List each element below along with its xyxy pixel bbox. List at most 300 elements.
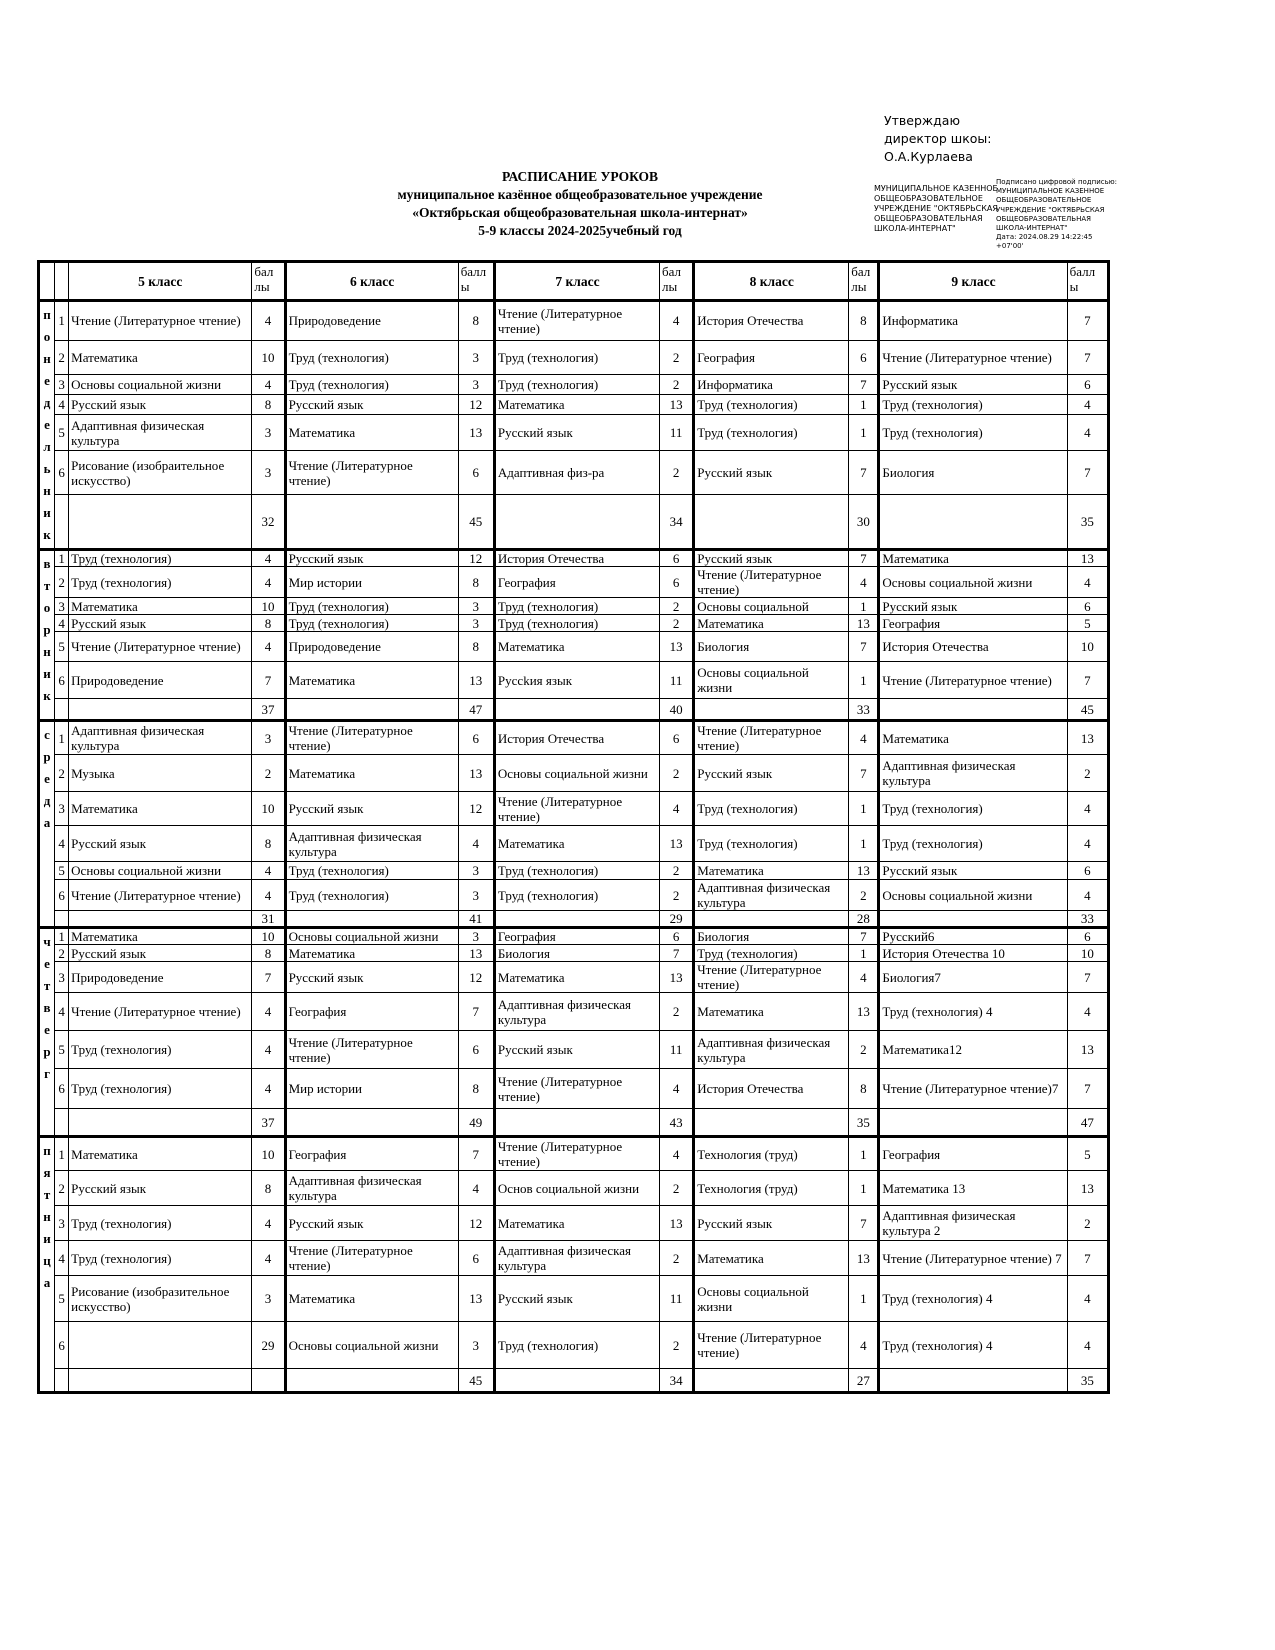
- table-row: [39, 632, 1109, 662]
- subject-cell: Основы социальной жизни: [879, 567, 1067, 598]
- subject-cell: Чтение (Литературное чтение): [494, 1137, 659, 1171]
- day-letter: в: [43, 556, 51, 571]
- subject-cell: [494, 1109, 659, 1137]
- points-cell: 1: [849, 1171, 879, 1206]
- subject-cell: Биология: [694, 632, 849, 662]
- points-cell: 32: [252, 494, 285, 549]
- points-cell: 7: [849, 374, 879, 394]
- subject-cell: Труд (технология) 4: [879, 993, 1067, 1031]
- lesson-number: [55, 1369, 69, 1393]
- lesson-number: 4: [55, 615, 69, 632]
- subject-cell: Труд (технология): [285, 862, 458, 880]
- day-letter: е: [44, 771, 50, 786]
- subject-cell: [69, 1369, 252, 1393]
- header-line-2: муниципальное казённое общеобразовательное учреждение: [397, 187, 763, 202]
- points-cell: 7: [1067, 1241, 1108, 1276]
- lesson-number: 2: [55, 567, 69, 598]
- subject-cell: Математика: [285, 1276, 458, 1322]
- subject-cell: Математика: [694, 993, 849, 1031]
- subject-cell: Чтение (Литературное чтение): [694, 962, 849, 993]
- subject-cell: [879, 1369, 1067, 1393]
- subject-cell: Мир истории: [285, 567, 458, 598]
- points-cell: 7: [252, 962, 285, 993]
- subject-cell: Основы социальной жизни: [494, 755, 659, 792]
- subject-cell: Математика: [494, 1206, 659, 1241]
- points-cell: 35: [849, 1109, 879, 1137]
- subject-cell: География: [879, 1137, 1067, 1171]
- subject-cell: Русский язык: [69, 826, 252, 862]
- subject-cell: Адаптивная физическая культура: [494, 993, 659, 1031]
- points-cell: 2: [849, 880, 879, 911]
- digital-signature: [874, 178, 1117, 251]
- points-cell: 12: [458, 394, 494, 414]
- subject-cell: Чтение (Литературное чтение): [494, 1069, 659, 1109]
- subject-cell: Русский язык: [69, 615, 252, 632]
- subject-cell: Труд (технология): [285, 374, 458, 394]
- subject-cell: Природоведение: [69, 662, 252, 699]
- subject-cell: Основы социальной жизни: [69, 862, 252, 880]
- lesson-number: 1: [55, 928, 69, 945]
- subject-cell: Чтение (Литературное чтение): [694, 567, 849, 598]
- subject-cell: Мир истории: [285, 1069, 458, 1109]
- points-cell: 13: [1067, 721, 1108, 755]
- points-cell: 3: [458, 928, 494, 945]
- subject-cell: Информатика: [879, 301, 1067, 341]
- points-cell: 4: [1067, 880, 1108, 911]
- subject-cell: Труд (технология): [69, 1206, 252, 1241]
- points-cell: 8: [252, 826, 285, 862]
- points-cell: 4: [252, 550, 285, 567]
- table-row: [39, 1241, 1109, 1276]
- subject-cell: Труд (технология): [879, 792, 1067, 826]
- points-cell: 28: [849, 911, 879, 928]
- signature-date: Дата: 2024.08.29 14:22:45 +07'00': [996, 233, 1093, 251]
- subject-cell: [285, 1369, 458, 1393]
- points-cell: 3: [252, 451, 285, 494]
- subject-cell: Адаптивная физическая культура: [69, 721, 252, 755]
- points-cell: 8: [458, 567, 494, 598]
- lesson-number: 6: [55, 880, 69, 911]
- subject-cell: Математика12: [879, 1031, 1067, 1069]
- points-cell: 4: [849, 721, 879, 755]
- points-cell: 4: [252, 567, 285, 598]
- subject-cell: История Отечества 10: [879, 945, 1067, 962]
- day-letter: ч: [43, 934, 51, 949]
- subject-cell: [694, 494, 849, 549]
- day-letter: а: [43, 1275, 51, 1290]
- points-cell: 3: [458, 598, 494, 615]
- lesson-number: 3: [55, 1206, 69, 1241]
- points-cell: 33: [849, 699, 879, 721]
- points-cell: 13: [660, 394, 694, 414]
- subject-cell: География: [494, 567, 659, 598]
- points-cell: 8: [458, 301, 494, 341]
- subject-cell: География: [285, 993, 458, 1031]
- subject-cell: Адаптивная физическая культура: [494, 1241, 659, 1276]
- day-letter: д: [43, 395, 51, 410]
- subject-cell: Математика: [494, 826, 659, 862]
- table-row: [39, 340, 1109, 374]
- points-cell: 1: [849, 598, 879, 615]
- table-row: [39, 1031, 1109, 1069]
- lesson-number: [55, 699, 69, 721]
- table-row: [39, 550, 1109, 567]
- subject-cell: Математика: [69, 1137, 252, 1171]
- subject-cell: Основы социальной жизни: [879, 880, 1067, 911]
- subject-cell: [694, 1369, 849, 1393]
- day-letter: г: [44, 1066, 50, 1081]
- lesson-number: 4: [55, 394, 69, 414]
- points-cell: 7: [849, 550, 879, 567]
- points-cell: 40: [660, 699, 694, 721]
- points-cell: 6: [458, 451, 494, 494]
- points-cell: 4: [252, 1069, 285, 1109]
- subject-cell: География: [879, 615, 1067, 632]
- lesson-number: [55, 1109, 69, 1137]
- lesson-number: 2: [55, 755, 69, 792]
- day-letter: р: [43, 1044, 51, 1059]
- subject-cell: Труд (технология): [694, 945, 849, 962]
- subject-cell: Чтение (Литературное чтение): [69, 301, 252, 341]
- points-cell: 4: [849, 1322, 879, 1369]
- subject-cell: [285, 911, 458, 928]
- points-cell: 13: [1067, 1171, 1108, 1206]
- subject-cell: [69, 911, 252, 928]
- points-cell: 7: [1067, 340, 1108, 374]
- col-9-class: 9 класс: [879, 262, 1067, 301]
- points-cell: 10: [252, 792, 285, 826]
- table-row: [39, 755, 1109, 792]
- subject-cell: Труд (технология): [69, 1241, 252, 1276]
- points-cell: 13: [849, 1241, 879, 1276]
- points-cell: 45: [458, 494, 494, 549]
- table-row: [39, 962, 1109, 993]
- table-row: [39, 598, 1109, 615]
- points-cell: 10: [1067, 632, 1108, 662]
- table-row: [39, 1171, 1109, 1206]
- subject-cell: [879, 1109, 1067, 1137]
- day-label-tuesday: [39, 550, 55, 721]
- points-cell: 1: [849, 662, 879, 699]
- points-cell: 1: [849, 1276, 879, 1322]
- subject-cell: Труд (технология): [285, 340, 458, 374]
- points-cell: 13: [660, 1206, 694, 1241]
- subject-cell: Руссkия язык: [494, 662, 659, 699]
- points-cell: 4: [1067, 567, 1108, 598]
- points-cell: 6: [1067, 862, 1108, 880]
- subject-cell: [494, 1369, 659, 1393]
- table-row: [39, 945, 1109, 962]
- subject-cell: [694, 1109, 849, 1137]
- subject-cell: [494, 911, 659, 928]
- points-cell: 4: [1067, 394, 1108, 414]
- points-cell: 8: [252, 615, 285, 632]
- points-cell: 6: [660, 567, 694, 598]
- points-cell: 13: [849, 862, 879, 880]
- day-letter: е: [44, 373, 50, 388]
- points-cell: 7: [660, 945, 694, 962]
- points-cell: 7: [1067, 301, 1108, 341]
- day-letter: д: [43, 793, 51, 808]
- subject-cell: История Отечества: [494, 721, 659, 755]
- day-letter: и: [43, 666, 51, 681]
- points-cell: 4: [660, 301, 694, 341]
- lesson-number: 3: [55, 598, 69, 615]
- subject-cell: Русский язык: [69, 945, 252, 962]
- col-6-class: 6 класс: [285, 262, 458, 301]
- day-letter: р: [43, 622, 51, 637]
- day-letter: е: [44, 1022, 50, 1037]
- points-cell: 31: [252, 911, 285, 928]
- day-label-thursday: [39, 928, 55, 1137]
- points-cell: 1: [849, 1137, 879, 1171]
- subject-cell: Чтение (Литературное чтение): [494, 792, 659, 826]
- points-cell: 45: [458, 1369, 494, 1393]
- points-cell: 10: [252, 340, 285, 374]
- lesson-number: 4: [55, 993, 69, 1031]
- points-cell: 4: [1067, 1322, 1108, 1369]
- points-cell: 2: [660, 374, 694, 394]
- approval-line-1: Утверждаю: [884, 113, 960, 128]
- points-cell: 47: [458, 699, 494, 721]
- subject-cell: Труд (технология): [69, 567, 252, 598]
- points-cell: 4: [1067, 1276, 1108, 1322]
- subject-cell: [285, 494, 458, 549]
- points-cell: 13: [1067, 1031, 1108, 1069]
- subject-cell: Труд (технология): [494, 880, 659, 911]
- col-7-points: бал лы: [660, 262, 694, 301]
- table-row: [39, 792, 1109, 826]
- subject-cell: Русский язык: [285, 550, 458, 567]
- subject-cell: Математика: [285, 945, 458, 962]
- points-cell: 2: [660, 993, 694, 1031]
- points-cell: 3: [252, 414, 285, 450]
- lesson-number: 1: [55, 1137, 69, 1171]
- subject-cell: Русский язык: [69, 394, 252, 414]
- subject-cell: Рисование (изобразительное искусство): [69, 1276, 252, 1322]
- signature-org: МУНИЦИПАЛЬНОЕ КАЗЕННОЕ ОБЩЕОБРАЗОВАТЕЛЬНОЕ УЧРЕЖДЕНИЕ "ОКТЯБРЬСКАЯ ОБЩЕОБРАЗОВАТЕЛЬНАЯ ШКОЛА-ИНТЕРНАТ": [874, 184, 998, 233]
- table-row: [39, 374, 1109, 394]
- subject-cell: Труд (технология): [694, 394, 849, 414]
- points-cell: 3: [252, 721, 285, 755]
- lesson-number: 2: [55, 340, 69, 374]
- subject-cell: Труд (технология): [494, 1322, 659, 1369]
- subject-cell: Чтение (Литературное чтение): [694, 1322, 849, 1369]
- subject-cell: Труд (технология): [694, 792, 849, 826]
- subject-cell: Труд (технология): [494, 598, 659, 615]
- points-cell: 4: [252, 301, 285, 341]
- points-cell: 2: [1067, 755, 1108, 792]
- subject-cell: Русский язык: [694, 755, 849, 792]
- subject-cell: Чтение (Литературное чтение): [69, 993, 252, 1031]
- subject-cell: Труд (технология): [285, 615, 458, 632]
- subject-cell: Чтение (Литературное чтение): [285, 721, 458, 755]
- lesson-number: [55, 911, 69, 928]
- subject-cell: Основы социальной: [694, 598, 849, 615]
- subject-cell: [69, 699, 252, 721]
- subject-cell: География: [694, 340, 849, 374]
- points-cell: 6: [660, 928, 694, 945]
- subject-cell: [879, 494, 1067, 549]
- subject-cell: Технология (труд): [694, 1171, 849, 1206]
- subject-cell: Труд (технология): [694, 414, 849, 450]
- subject-cell: Природоведение: [285, 301, 458, 341]
- subject-cell: Математика: [694, 862, 849, 880]
- day-letter: н: [43, 483, 51, 498]
- subject-cell: Адаптивная физ-ра: [494, 451, 659, 494]
- points-cell: 13: [849, 993, 879, 1031]
- points-cell: 11: [660, 1276, 694, 1322]
- points-cell: 49: [458, 1109, 494, 1137]
- lesson-number: 5: [55, 862, 69, 880]
- subject-cell: Биология: [494, 945, 659, 962]
- lesson-number: 4: [55, 826, 69, 862]
- subject-cell: Русский язык: [285, 394, 458, 414]
- subject-cell: Труд (технология): [69, 1031, 252, 1069]
- subject-cell: Русский язык: [494, 1031, 659, 1069]
- subject-cell: История Отечества: [879, 632, 1067, 662]
- subject-cell: Адаптивная физическая культура: [694, 880, 849, 911]
- points-cell: 4: [1067, 993, 1108, 1031]
- points-cell: 4: [1067, 792, 1108, 826]
- table-row: [39, 862, 1109, 880]
- points-cell: 4: [660, 1137, 694, 1171]
- subject-cell: Чтение (Литературное чтение): [494, 301, 659, 341]
- day-letter: т: [43, 578, 51, 593]
- points-cell: 4: [849, 962, 879, 993]
- points-cell: 3: [458, 340, 494, 374]
- day-letter: к: [43, 527, 51, 542]
- subject-cell: Адаптивная физическая культура: [285, 826, 458, 862]
- subject-cell: Основы социальной жизни: [69, 374, 252, 394]
- lesson-number: 2: [55, 945, 69, 962]
- subject-cell: Музыка: [69, 755, 252, 792]
- points-cell: 6: [458, 721, 494, 755]
- col-5-class: 5 класс: [69, 262, 252, 301]
- points-cell: [252, 1369, 285, 1393]
- table-row: [39, 414, 1109, 450]
- points-cell: 4: [252, 880, 285, 911]
- subject-cell: Математика: [285, 662, 458, 699]
- subject-cell: Труд (технология): [69, 550, 252, 567]
- points-cell: 2: [1067, 1206, 1108, 1241]
- lesson-number: 5: [55, 1276, 69, 1322]
- lesson-number: 3: [55, 792, 69, 826]
- points-cell: 8: [849, 301, 879, 341]
- points-cell: 29: [252, 1322, 285, 1369]
- day-letter: в: [43, 1000, 51, 1015]
- subject-cell: Математика: [694, 1241, 849, 1276]
- points-cell: 1: [849, 394, 879, 414]
- points-cell: 41: [458, 911, 494, 928]
- points-cell: 6: [849, 340, 879, 374]
- subject-cell: Чтение (Литературное чтение): [285, 451, 458, 494]
- subject-cell: Математика: [494, 632, 659, 662]
- points-cell: 35: [1067, 494, 1108, 549]
- table-row: [39, 615, 1109, 632]
- lesson-number: 6: [55, 451, 69, 494]
- lesson-number: 1: [55, 550, 69, 567]
- document-header: [330, 168, 830, 240]
- table-row: [39, 911, 1109, 928]
- col-8-class: 8 класс: [694, 262, 849, 301]
- points-cell: 1: [849, 792, 879, 826]
- subject-cell: Русский язык: [879, 598, 1067, 615]
- points-cell: 13: [660, 632, 694, 662]
- subject-cell: Русский язык: [494, 414, 659, 450]
- points-cell: 7: [849, 632, 879, 662]
- table-row: [39, 721, 1109, 755]
- day-letter: е: [44, 417, 50, 432]
- points-cell: 11: [660, 414, 694, 450]
- subject-cell: Русский язык: [694, 1206, 849, 1241]
- subject-cell: Труд (технология): [69, 1069, 252, 1109]
- subject-cell: Информатика: [694, 374, 849, 394]
- lesson-number: 4: [55, 1241, 69, 1276]
- subject-cell: Основы социальной жизни: [694, 662, 849, 699]
- points-cell: 33: [1067, 911, 1108, 928]
- lesson-number: 5: [55, 414, 69, 450]
- points-cell: 13: [458, 662, 494, 699]
- points-cell: 7: [1067, 662, 1108, 699]
- points-cell: 10: [252, 928, 285, 945]
- approval-line-3: О.А.Курлаева: [884, 149, 973, 164]
- day-letter: ь: [43, 461, 51, 476]
- points-cell: 7: [252, 662, 285, 699]
- table-row: [39, 451, 1109, 494]
- approval-block: [884, 112, 992, 166]
- points-cell: 10: [252, 598, 285, 615]
- points-cell: 4: [458, 1171, 494, 1206]
- subject-cell: Труд (технология): [494, 340, 659, 374]
- day-letter: с: [44, 727, 50, 742]
- points-cell: 6: [1067, 374, 1108, 394]
- subject-cell: Русский язык: [694, 550, 849, 567]
- points-cell: 13: [1067, 550, 1108, 567]
- day-letter: н: [43, 644, 51, 659]
- points-cell: 13: [660, 826, 694, 862]
- subject-cell: [494, 699, 659, 721]
- points-cell: 4: [458, 826, 494, 862]
- table-row: [39, 1137, 1109, 1171]
- header-line-4: 5-9 классы 2024-2025учебный год: [478, 223, 682, 238]
- day-letter: я: [43, 1165, 51, 1180]
- points-cell: 4: [252, 632, 285, 662]
- day-letter: к: [43, 688, 51, 703]
- points-cell: 35: [1067, 1369, 1108, 1393]
- day-letter: и: [43, 505, 51, 520]
- points-cell: 2: [660, 880, 694, 911]
- subject-cell: Математика: [694, 615, 849, 632]
- subject-cell: Математика: [69, 792, 252, 826]
- table-row: [39, 826, 1109, 862]
- subject-cell: Русский язык: [69, 1171, 252, 1206]
- table-row: [39, 1109, 1109, 1137]
- points-cell: 43: [660, 1109, 694, 1137]
- subject-cell: Чтение (Литературное чтение): [69, 880, 252, 911]
- col-7-class: 7 класс: [494, 262, 659, 301]
- points-cell: 1: [849, 414, 879, 450]
- subject-cell: Основы социальной жизни: [694, 1276, 849, 1322]
- day-letter: и: [43, 1231, 51, 1246]
- points-cell: 4: [1067, 826, 1108, 862]
- subject-cell: Чтение (Литературное чтение): [694, 721, 849, 755]
- signature-signed-by: Подписано цифровой подписью: МУНИЦИПАЛЬНОЕ КАЗЕННОЕ ОБЩЕОБРАЗОВАТЕЛЬНОЕ УЧРЕЖДЕНИЕ "ОКТЯБРЬСКАЯ ОБЩЕОБРАЗОВАТЕЛЬНАЯ ШКОЛА-ИНТЕРНАТ": [996, 178, 1117, 233]
- subject-cell: [285, 699, 458, 721]
- day-letter: н: [43, 1209, 51, 1224]
- points-cell: 34: [660, 1369, 694, 1393]
- points-cell: 13: [660, 962, 694, 993]
